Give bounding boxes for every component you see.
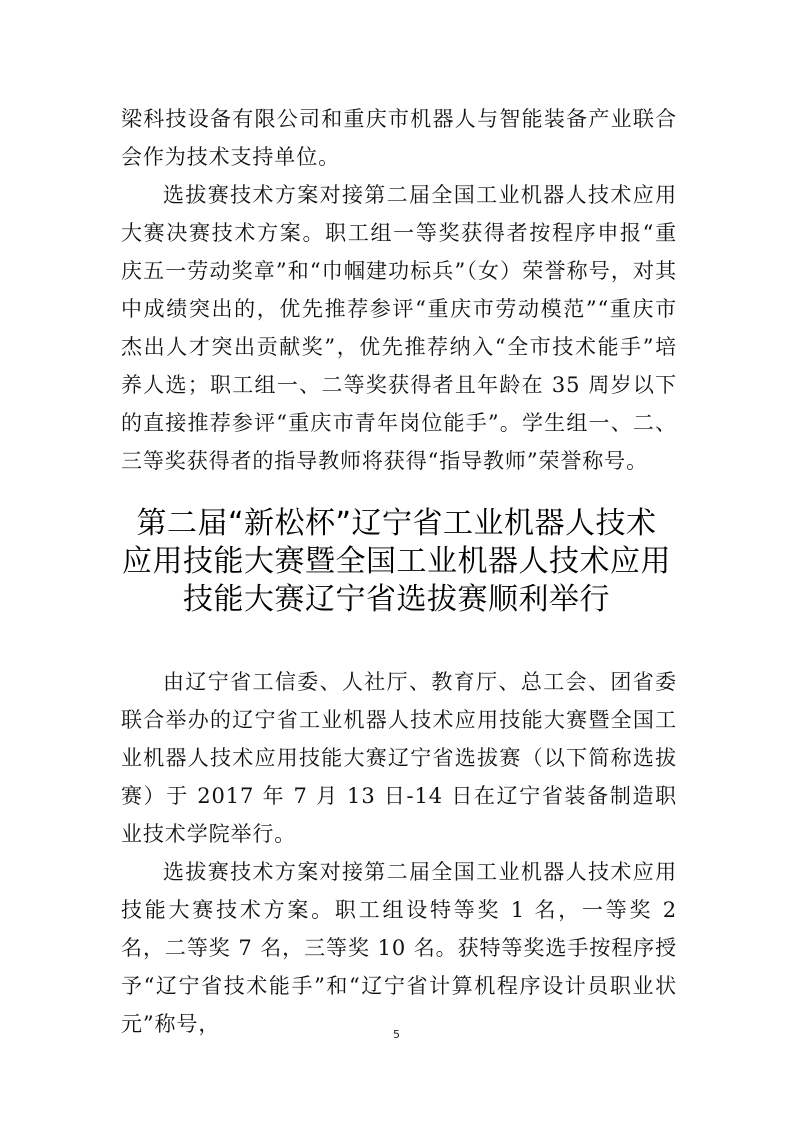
- paragraph-liaoning-event: 由辽宁省工信委、人社厅、教育厅、总工会、团省委联合举办的辽宁省工业机器人技术应用技能大赛暨全国工业机器人技术应用技能大赛辽宁省选拔赛（以下简称选拔赛）于 2017 年 7 月 13 日-14 日在辽宁省装备制造职业技术学院举行。: [121, 670, 677, 846]
- heading-line-1: 第二届“新松杯”辽宁省工业机器人技术: [136, 506, 657, 541]
- paragraph-selection-plan-liaoning: 选拔赛技术方案对接第二届全国工业机器人技术应用技能大赛技术方案。职工组设特等奖 1 名，一等奖 2 名，二等奖 7 名，三等奖 10 名。获特等奖选手按程序授予“辽宁省技术能手”和“辽宁省计算机程序设计员职业状元”称号，: [121, 860, 677, 1036]
- paragraph-selection-plan-chongqing: 选拔赛技术方案对接第二届全国工业机器人技术应用大赛决赛技术方案。职工组一等奖获得者按程序申报“重庆五一劳动奖章”和“巾帼建功标兵”（女）荣誉称号，对其中成绩突出的，优先推荐参评“重庆市劳动模范”“重庆市杰出人才突出贡献奖”，优先推荐纳入“全市技术能手”培养人选；职工组一、二等奖获得者且年龄在 35 周岁以下的直接推荐参评“重庆市青年岗位能手”。学生组一、二、三等奖获得者的指导教师将获得“指导教师”荣誉称号。: [121, 183, 677, 473]
- heading-line-3: 技能大赛辽宁省选拔赛顺利举行: [183, 582, 610, 617]
- page-number: 5: [393, 1028, 400, 1041]
- article-heading: [100, 505, 693, 619]
- heading-line-2: 应用技能大赛暨全国工业机器人技术应用: [122, 544, 671, 579]
- paragraph-continuation: 梁科技设备有限公司和重庆市机器人与智能装备产业联合会作为技术支持单位。: [121, 107, 677, 169]
